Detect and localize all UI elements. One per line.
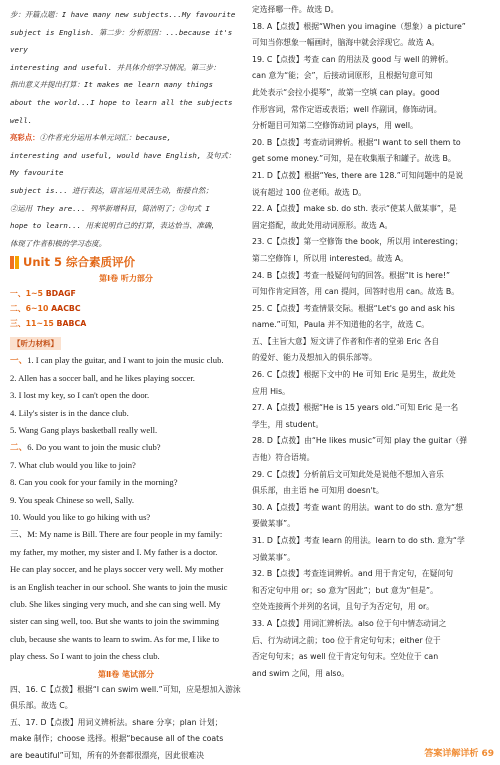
answer-note: 四、16. C【点拨】根据“I can swim well.”可知，应是想加入游泳俱乐部。故选 C。	[10, 684, 241, 711]
section-heading: 第Ⅱ卷 笔试部分	[97, 669, 155, 679]
hw-line: 体现了作者积极的学习态度。	[10, 238, 107, 248]
tape-line: 7. What club would you like to join?	[10, 459, 136, 470]
answer-note: 18. A【点拨】根据“When you imagine（想象）a picture”	[252, 21, 466, 31]
answer-note: 28. D【点拨】由“He likes music”可知 play the guitar（弹	[252, 436, 468, 446]
answer-note: can 意为“能；会”，后接动词原形，且根据句意可知	[252, 71, 433, 81]
answer-note: are beautiful”可知，所有的外套都很漂亮，因此很难决	[10, 751, 205, 760]
tapescript	[10, 352, 242, 665]
tape-line: 8. Can you cook for your family in the morning?	[10, 477, 178, 488]
section-heading: 第Ⅰ卷 听力部分	[99, 274, 153, 284]
passage-line: is an English teacher in our school. She wants to join the music	[10, 581, 228, 592]
answer-note: 20. B【点拨】考查动词辨析。根据“I want to sell them to	[252, 137, 461, 147]
answer-note: and swim 之间，用 also。	[252, 668, 350, 678]
passage-line: my father, my mother, my sister and I. My father is a doctor.	[10, 546, 218, 557]
answer-note: 23. C【点拨】第一空修饰 the book，所以用 interesting；	[252, 237, 463, 247]
highlight-label: 亮彩点：	[10, 133, 40, 143]
right-column	[248, 0, 500, 682]
passage-line: club, because she wants to learn to swim. As for me, I like to	[10, 633, 220, 644]
answer-note: 否定句句末；as well 位于肯定句句末。空处位于 can	[252, 652, 439, 662]
tape-line: 5. Wang Gang plays basketball really well.	[10, 424, 158, 435]
answer-notes	[10, 682, 242, 765]
tape-line: 9. You speak Chinese so well, Sally.	[10, 494, 135, 505]
answer-note: 五、17. D【点拨】用词义辨析法。share 分享；plan 计划；	[10, 717, 223, 727]
answer-note: 分析题目可知第二空修饰动词 plays，用 well。	[252, 121, 418, 131]
passage-line: play chess. So I want to join the chess club.	[10, 651, 160, 662]
hw-line: hope to learn... 用来说明自己的打算，表达恰当、准确，	[10, 221, 219, 231]
answer-row: 一、1~5 BDAGF	[10, 289, 76, 299]
unit-heading	[10, 254, 242, 270]
answer-note: get some money.”可知，是在收集瓶子和罐子。故选 B。	[252, 154, 456, 164]
answer-note: 32. B【点拨】考查连词辨析。and 用于肯定句，在疑问句	[252, 569, 454, 579]
answer-note: 作形容词，常作定语或表语；well 作副词，修饰动词。	[252, 104, 442, 114]
writing-analysis	[10, 6, 242, 252]
answer-note: 说有超过 100 位老师。故选 D。	[252, 187, 367, 197]
answer-row: 三、11~15 BABCA	[10, 319, 87, 329]
answer-note: 学生，用 student。	[252, 419, 324, 429]
answer-note: 31. D【点拨】考查 learn 的用法。learn to do sth. 意为“学	[252, 536, 465, 545]
passage-line: club. She likes singing very much, and she can sing well. My	[10, 599, 221, 609]
tapescript-tag: 【听力材料】	[10, 337, 61, 350]
answer-note: 此处表示“会拉小提琴”，故第一空填 can play。good	[252, 87, 440, 97]
answer-note: 五、【主旨大意】短文讲了作者和作者的堂弟 Eric 各自	[252, 336, 440, 346]
answer-note: 和否定句中用 or；so 意为“因此”；but 意为“但是”。	[252, 585, 438, 595]
tape-line: 3. I lost my key, so I can't open the door.	[10, 390, 150, 401]
answer-note: 21. D【点拨】根据“Yes, there are 128.”可知问题中的是说	[252, 170, 464, 180]
answer-note: 可知当你想象一幅画时，脑海中就会浮现它。故选 A。	[252, 38, 440, 48]
passage-line: 三、M: My name is Bill. There are four people in my family:	[10, 529, 223, 540]
passage-line: sister can sing well, too. But she wants to join the swimming	[10, 616, 219, 627]
answer-note: 空处连接两个并列的名词，且句子为否定句，用 or。	[252, 602, 434, 612]
tape-line: 一、1. I can play the guitar, and I want to join the music club.	[10, 355, 224, 366]
hw-line: about the world...I hope to learn all the subjects well.	[10, 97, 233, 125]
heading-bar-icon	[10, 256, 14, 269]
answer-note: 吉他）符合语境。	[252, 453, 315, 463]
answer-note: 习做某事”。	[252, 552, 296, 562]
page-footer: 答案详解详析 69	[424, 749, 494, 759]
answer-note: 22. A【点拨】make sb. do sth. 表示“使某人做某事”，是	[252, 204, 457, 214]
answer-note: name.”可知，Paula 并不知道他的名字，故选 C。	[252, 320, 429, 330]
answer-note: 俱乐部，由主语 he 可知用 doesn't。	[252, 486, 384, 496]
answer-note: 30. A【点拨】考查 want 的用法。want to do sth. 意为“想	[252, 502, 463, 512]
tape-line: 10. Would you like to go hiking with us?	[10, 511, 151, 522]
hw-line: subject is English. 第二步：分析原因：...because it's very	[10, 27, 233, 55]
answer-note: 固定搭配，故此处用动词原形。故选 A。	[252, 220, 393, 230]
answer-note: 可知作肯定回答，用 can 提问，回答时也用 can。故选 B。	[252, 287, 460, 297]
answer-note: 33. A【点拨】用词汇辨析法。also 位于句中情态动词之	[252, 618, 447, 628]
hw-line: interesting and useful. 并具体介绍学习情况。第三步：	[10, 62, 221, 72]
answer-note: 24. B【点拨】考查一般疑问句的回答。根据“It is here!”	[252, 270, 451, 280]
answer-note: 26. C【点拨】根据下文中的 He 可知 Eric 是男生，故此处	[252, 370, 456, 380]
answer-note: 19. C【点拨】考查 can 的用法及 good 与 well 的辨析。	[252, 54, 454, 64]
hw-line: 步：开篇点题：I have many new subjects...My favourite	[10, 10, 236, 19]
tape-line: 2. Allen has a soccer ball, and he likes playing soccer.	[10, 372, 195, 383]
answer-note: 定选择哪一件。故选 D。	[252, 5, 339, 14]
passage-line: He can play soccer, and he plays soccer very well. My mother	[10, 564, 224, 575]
answer-note: 25. C【点拨】考查情景交际。根据“Let's go and ask his	[252, 303, 455, 313]
hw-line: 亮彩点：①作者充分运用本单元词汇：because,	[10, 133, 172, 143]
hw-line: 指出意义并提出打算：It makes me learn many things	[10, 80, 213, 90]
hw-line: ②运用 They are... 列举新增科目，简洁明了；③句式 I	[10, 203, 210, 213]
heading-bar-icon	[15, 256, 19, 269]
answer-note: 29. C【点拨】分析前后文可知此处是说他不想加入音乐	[252, 469, 444, 479]
left-column	[0, 0, 246, 765]
unit-title: Unit 5 综合素质评价	[23, 255, 135, 270]
tape-line: 4. Lily's sister is in the dance club.	[10, 407, 129, 418]
answer-note: 第二空修饰 I，所以用 interested。故选 A。	[252, 253, 409, 263]
answer-notes	[252, 2, 494, 682]
answer-note: 要做某事”。	[252, 519, 296, 529]
answer-note: 27. A【点拨】根据“He is 15 years old.”可知 Eric 是一名	[252, 403, 459, 413]
answer-row: 二、6~10 AACBC	[10, 304, 81, 314]
tape-line: 二、6. Do you want to join the music club?	[10, 442, 161, 453]
hw-line: subject is... 进行表达，语言运用灵活生动，衔接自然；	[10, 185, 213, 195]
answer-note: make 制作；choose 选择。根据“because all of the coats	[10, 734, 224, 744]
hw-line: interesting and useful, would have English, 及句式：My favourite	[10, 150, 236, 178]
answer-note: 的爱好、能力及想加入的俱乐部等。	[252, 353, 377, 363]
answer-note: 后、行为动词之前；too 位于肯定句句末；either 位于	[252, 635, 441, 645]
answer-note: 应用 His。	[252, 386, 290, 396]
